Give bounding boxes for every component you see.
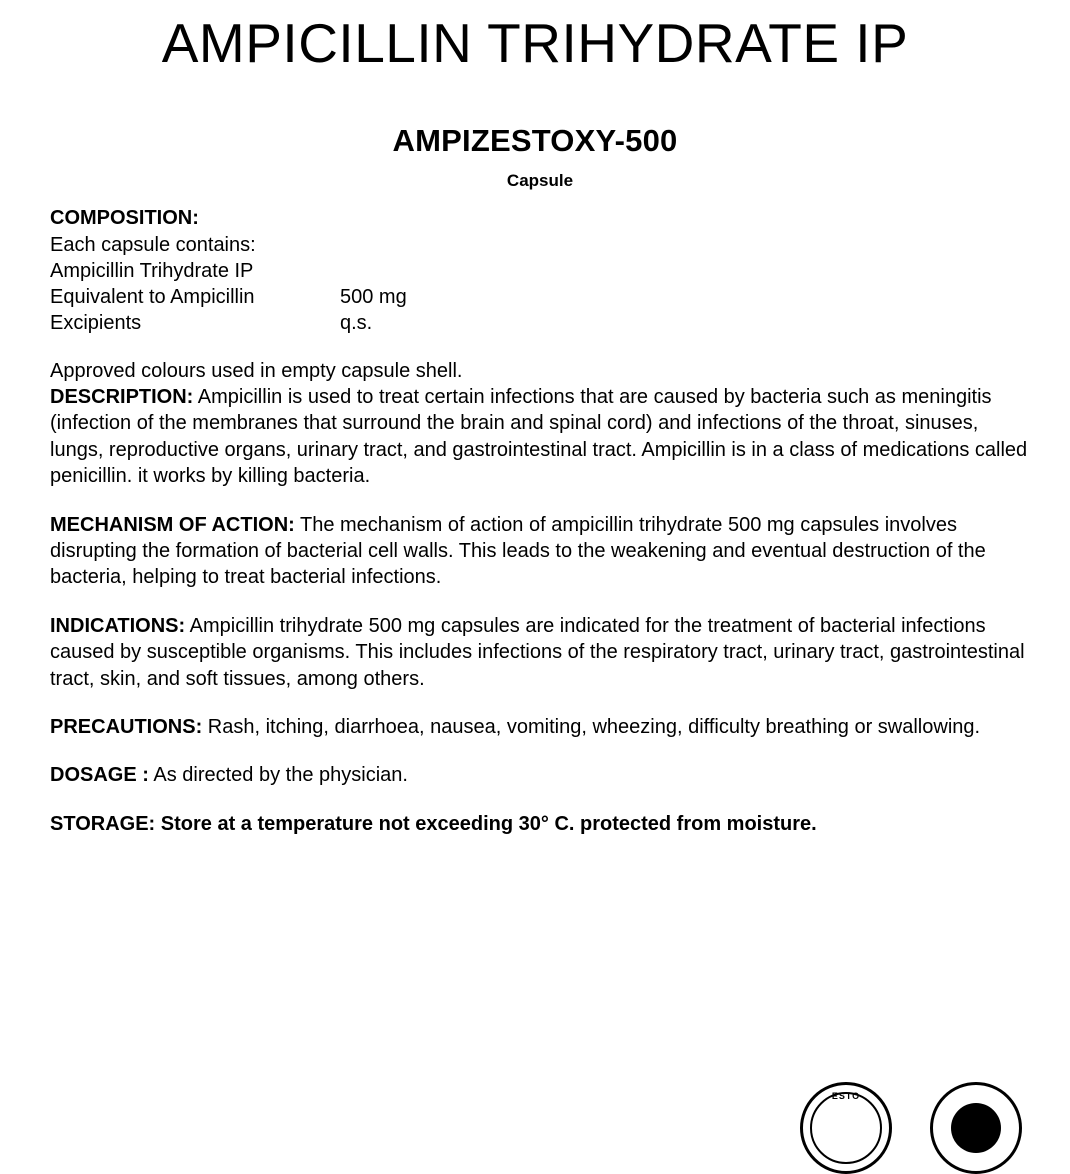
leaflet-page (0, 12, 1070, 1146)
composition-row-value: q.s. (340, 311, 373, 334)
section-description-text: Ampicillin is used to treat certain infections that are caused by bacteria such as meningitis (infection of the membranes that surround the brain and spinal cord) and infections of the throat, sinuses, lungs, reproductive organs, urinary tract, and gastrointestinal tract. Ampicillin is in a class of medications called penicillin. it works by killing bacteria. (50, 386, 1028, 488)
section-indications (50, 613, 1030, 692)
composition-row-label: Excipients (50, 311, 142, 334)
section-description (50, 384, 1030, 490)
composition-row-label: Equivalent to Ampicillin (50, 285, 255, 308)
section-mechanism-text: The mechanism of action of ampicillin trihydrate 500 mg capsules involves disrupting the formation of bacterial cell walls. This leads to the weakening and eventual destruction of the bacteria, helping to treat bacterial infections. (50, 513, 986, 589)
leaflet-body (0, 205, 1070, 837)
section-indications-text: Ampicillin trihydrate 500 mg capsules are indicated for the treatment of bacterial infections caused by susceptible organisms. This includes infections of the respiratory tract, urinary tract, gastrointestinal tract, skin, and soft tissues, among others. (50, 614, 1025, 690)
company-seal-icon (800, 1082, 892, 1174)
composition-ingredient: Ampicillin Trihydrate IP (50, 259, 254, 282)
section-mechanism-of-action (50, 512, 1030, 591)
section-dosage-text: As directed by the physician. (148, 764, 408, 787)
schedule-drug-seal-text: DRUG (964, 1093, 988, 1100)
composition-row (50, 284, 1030, 310)
schedule-drug-seal-icon (930, 1082, 1022, 1174)
section-dosage-label: DOSAGE : (50, 764, 149, 787)
brand-name: AMPIZESTOXY-500 (392, 123, 678, 159)
section-storage-text: Store at a temperature not exceeding 30° C. protected from moisture. (155, 812, 817, 835)
section-dosage (50, 762, 1030, 788)
logo-strip (0, 1076, 1070, 1146)
section-indications-label: INDICATIONS: (50, 614, 186, 637)
section-storage-label: STORAGE: (50, 812, 156, 835)
composition-heading: COMPOSITION: (50, 207, 199, 230)
dosage-form: Capsule (506, 171, 574, 191)
section-mechanism-label: MECHANISM OF ACTION: (50, 513, 295, 536)
approved-colours-note: Approved colours used in empty capsule shell. (50, 359, 463, 382)
composition-intro: Each capsule contains: (50, 233, 256, 256)
section-precautions-text: Rash, itching, diarrhoea, nausea, vomiting, wheezing, difficulty breathing or swallowing. (202, 715, 981, 738)
section-storage (50, 811, 1030, 837)
company-seal-text: ESTO (831, 1091, 861, 1101)
spacer (50, 336, 1030, 358)
section-precautions-label: PRECAUTIONS: (50, 715, 203, 738)
composition-row-value: 500 mg (340, 285, 407, 308)
page-title: AMPICILLIN TRIHYDRATE IP (161, 12, 909, 74)
section-description-label: DESCRIPTION: (50, 386, 194, 409)
composition-row (50, 310, 1030, 336)
section-precautions (50, 714, 1030, 740)
